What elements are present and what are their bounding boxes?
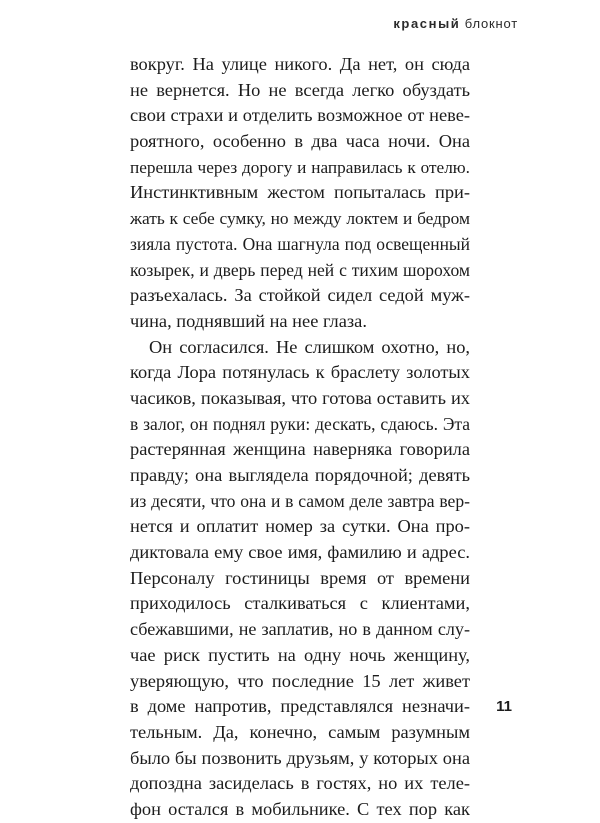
text-line: уверяющую, что последние 15 лет живет <box>130 670 470 691</box>
text-line: растерянная женщина наверняка говорила <box>130 439 470 460</box>
text-line: в доме напротив, представлялся незначи- <box>130 696 470 717</box>
text-line: в залог, он поднял руки: дескать, сдаюсь. Эта <box>130 413 470 434</box>
text-line: нется и оплатит номер за сутки. Она про- <box>130 516 470 537</box>
text-line: правду; она выглядела порядочной; девять <box>130 465 470 485</box>
text-line: зияла пустота. Она шагнула под освещенный <box>130 233 470 254</box>
text-line: перешла через дорогу и направилась к отелю. <box>130 157 470 177</box>
text-line: Персоналу гостиницы время от времени <box>130 567 470 588</box>
text-line: роятного, особенно в два часа ночи. Она <box>130 131 470 152</box>
text-line: диктовала ему свое имя, фамилию и адрес. <box>130 542 470 563</box>
text-line: Инстинктивным жестом попыталась при- <box>130 182 470 203</box>
running-header <box>393 16 518 31</box>
text-line: когда Лора потянулась к браслету золотых <box>130 362 470 383</box>
text-body <box>130 52 470 823</box>
text-line: разъехалась. За стойкой сидел седой муж- <box>130 285 470 306</box>
text-line: Он согласился. Не слишком охотно, но, <box>149 336 470 357</box>
running-header-bold: красный <box>393 16 461 31</box>
text-line: жать к себе сумку, но между локтем и бедром <box>130 209 470 229</box>
page-number: 11 <box>496 698 512 715</box>
text-line: было бы позвонить друзьям, у которых она <box>130 747 470 768</box>
text-line: тельным. Да, конечно, самым разумным <box>130 721 470 742</box>
text-line: фон остался в мобильнике. С тех пор как <box>130 798 470 819</box>
text-line: свои страхи и отделить возможное от неве- <box>130 105 470 126</box>
text-line: вокруг. На улице никого. Да нет, он сюда <box>130 54 470 74</box>
text-line: не вернется. Но не всегда легко обуздать <box>130 79 470 100</box>
running-header-regular: блокнот <box>464 16 518 31</box>
text-line: чае риск пустить на одну ночь женщину, <box>130 644 470 665</box>
text-line: допоздна засиделась в гостях, но их теле- <box>130 773 470 794</box>
text-line: часиков, показывая, что готова оставить их <box>130 387 470 408</box>
text-line: чина, поднявший на нее глаза. <box>130 310 367 331</box>
text-line: приходилось сталкиваться с клиентами, <box>130 593 470 614</box>
text-line: сбежавшими, не заплатив, но в данном слу- <box>130 619 470 640</box>
text-line: козырек, и дверь перед ней с тихим шорохом <box>130 259 470 280</box>
text-line: из десяти, что она и в самом деле завтра вер- <box>130 490 470 511</box>
